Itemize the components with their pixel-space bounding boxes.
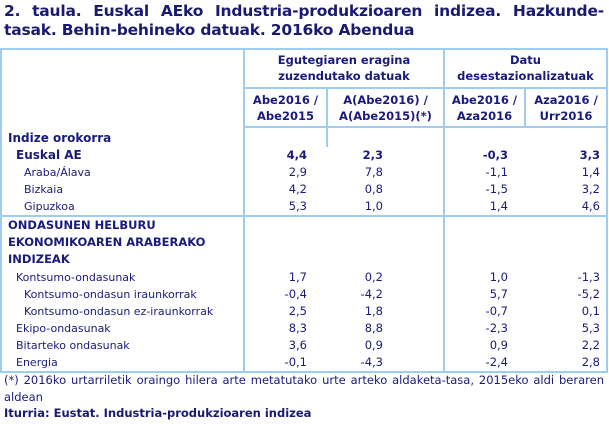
cell-value: -0,7: [485, 304, 508, 318]
row-label: Bizkaia: [1, 181, 244, 198]
row-label: Euskal AE: [1, 147, 244, 164]
row-label: Ekipo-ondasunak: [1, 320, 244, 337]
table-row: [1, 354, 607, 372]
section-title: ONDASUNEN HELBURU EKONOMIKOAREN ARABERAKO INDIZEAK: [1, 216, 244, 269]
header-group-calendar-adjusted: Egutegiaren eragina zuzendutako datuak: [244, 49, 444, 88]
cell-value: 7,8: [327, 164, 444, 181]
cell-value: -0,4: [284, 287, 307, 301]
table-row: [1, 164, 607, 181]
row-label: Kontsumo-ondasun iraunkorrak: [1, 286, 244, 303]
cell-value: 2,3: [327, 147, 444, 164]
section-header-row: [1, 216, 607, 269]
cell-value: 2,5: [288, 304, 307, 318]
cell-value: -0,1: [244, 354, 327, 372]
cell-value: 2,8: [525, 354, 607, 372]
table-row: [1, 181, 607, 198]
cell-value: 1,0: [327, 198, 444, 216]
cell-value: 1,4: [444, 198, 525, 216]
column-header-1: Abe2016 / Abe2015: [244, 88, 327, 127]
column-header-4: Aza2016 / Urr2016: [525, 88, 607, 127]
cell-value: 0,8: [327, 181, 444, 198]
row-label: Gipuzkoa: [1, 198, 244, 216]
cell-value: 0,9: [489, 338, 508, 352]
row-label: Araba/Álava: [1, 164, 244, 181]
cell-value: 1,7: [288, 270, 307, 284]
header-corner: [1, 49, 244, 127]
column-header-2: A(Abe2016) / A(Abe2015)(*): [327, 88, 444, 127]
cell-value: -0,3: [482, 148, 508, 162]
source-note: Iturria: Eustat. Industria-produkzioaren indizea: [4, 406, 312, 420]
cell-value: 0,9: [327, 337, 444, 354]
cell-value: -1,3: [525, 269, 607, 286]
table-row: [1, 198, 607, 216]
cell-value: 8,3: [288, 321, 307, 335]
table-row: [1, 286, 607, 303]
cell-value: 3,2: [525, 181, 607, 198]
row-label: Kontsumo-ondasun ez-iraunkorrak: [1, 303, 244, 320]
row-label: Bitarteko ondasunak: [1, 337, 244, 354]
cell-value: 4,6: [525, 198, 607, 216]
footnote: (*) 2016ko urtarriletik oraingo hilera arte metatutako urte arteko aldaketa-tasa, 2015eko aldi beraren aldean: [4, 373, 604, 404]
cell-value: 8,8: [327, 320, 444, 337]
cell-value: 1,8: [327, 303, 444, 320]
row-label: Energia: [1, 354, 244, 372]
cell-value: -5,2: [525, 286, 607, 303]
table-row: [1, 147, 607, 164]
table-row: [1, 303, 607, 320]
cell-value: -1,1: [485, 165, 508, 179]
cell-value: 2,9: [288, 165, 307, 179]
cell-value: 3,3: [525, 147, 607, 164]
table-title: 2. taula. Euskal AEko Industria-produkzioaren indizea. Hazkunde-tasak. Behin-behineko datuak. 2016ko Abendua: [4, 2, 604, 39]
section-title: Indize orokorra: [1, 127, 244, 147]
table-row: [1, 269, 607, 286]
cell-value: -4,3: [327, 354, 444, 372]
cell-value: -2,4: [444, 354, 525, 372]
cell-value: -1,5: [485, 182, 508, 196]
cell-value: 3,6: [288, 338, 307, 352]
cell-value: 0,2: [327, 269, 444, 286]
cell-value: -4,2: [327, 286, 444, 303]
section-header-row: [1, 127, 607, 147]
data-table: [0, 48, 608, 373]
cell-value: 4,4: [286, 148, 307, 162]
cell-value: 5,7: [489, 287, 508, 301]
cell-value: 5,3: [244, 198, 327, 216]
table-row: [1, 337, 607, 354]
cell-value: 5,3: [525, 320, 607, 337]
cell-value: 1,0: [489, 270, 508, 284]
cell-value: 0,1: [525, 303, 607, 320]
header-group-seasonally-adjusted: Datu desestazionalizatuak: [444, 49, 607, 88]
cell-value: -2,3: [485, 321, 508, 335]
table-row: [1, 320, 607, 337]
row-label: Kontsumo-ondasunak: [1, 269, 244, 286]
cell-value: 4,2: [288, 182, 307, 196]
column-header-3: Abe2016 / Aza2016: [444, 88, 525, 127]
cell-value: 1,4: [525, 164, 607, 181]
cell-value: 2,2: [525, 337, 607, 354]
